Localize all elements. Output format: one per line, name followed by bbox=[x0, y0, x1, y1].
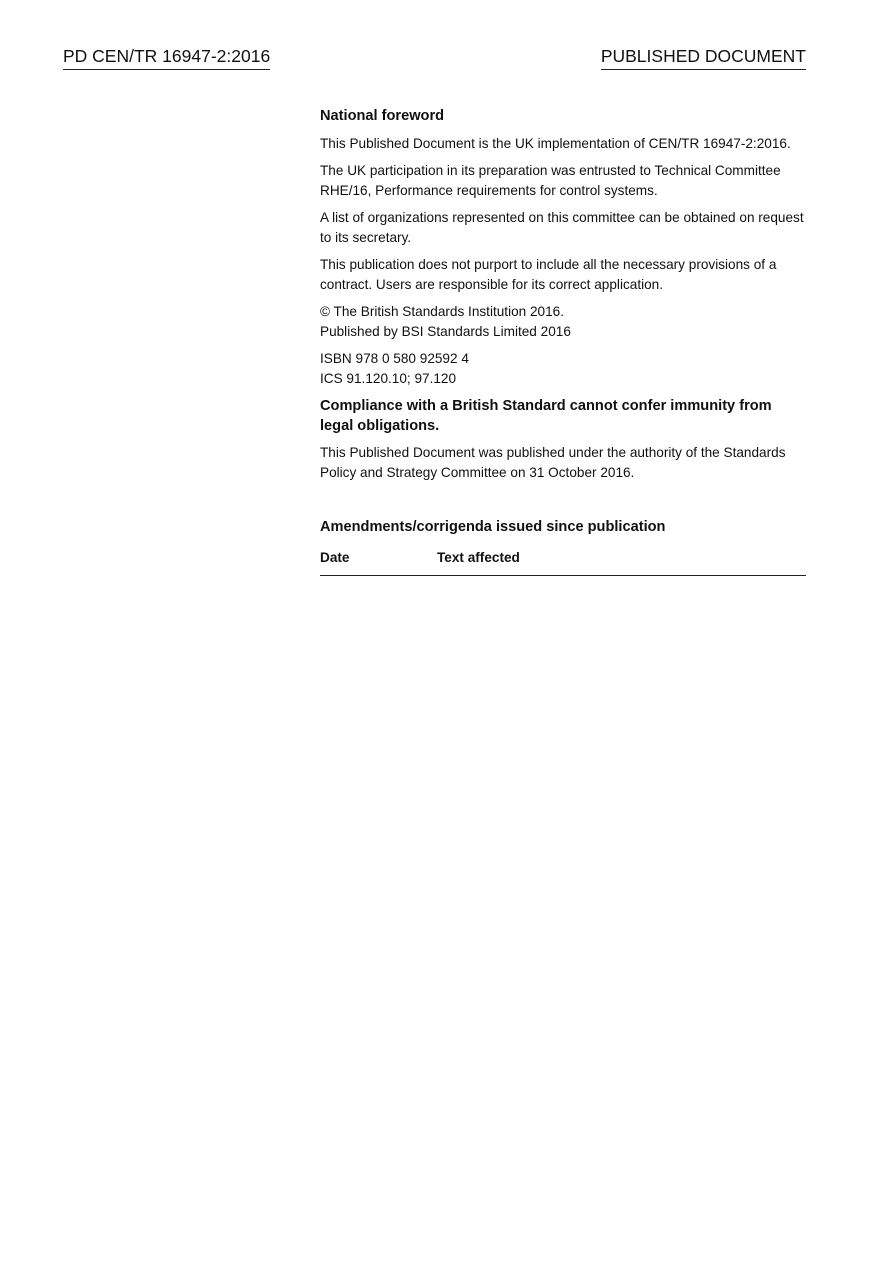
date-column-header: Date bbox=[320, 550, 350, 565]
authority-statement: This Published Document was published under the authority of the Standards Policy and Strategy Committee on 31 October 2016. bbox=[320, 445, 786, 480]
identifier-block bbox=[320, 349, 806, 389]
foreword-title: National foreword bbox=[320, 108, 445, 124]
isbn-line: ISBN 978 0 580 92592 4 bbox=[320, 351, 469, 366]
foreword-paragraph: This Published Document is the UK implementation of CEN/TR 16947-2:2016. bbox=[320, 136, 791, 151]
national-foreword-section bbox=[320, 106, 806, 576]
publisher-line: Published by BSI Standards Limited 2016 bbox=[320, 324, 571, 339]
amendments-table-header bbox=[320, 548, 806, 576]
foreword-paragraph: A list of organizations represented on this committee can be obtained on request to its secretary. bbox=[320, 210, 804, 245]
ics-line: ICS 91.120.10; 97.120 bbox=[320, 371, 457, 386]
copyright-line: © The British Standards Institution 2016. bbox=[320, 304, 565, 319]
amendments-title: Amendments/corrigenda issued since publication bbox=[320, 519, 666, 535]
document-type: PUBLISHED DOCUMENT bbox=[601, 46, 806, 70]
compliance-statement: Compliance with a British Standard cannot confer immunity from legal obligations. bbox=[320, 398, 772, 434]
foreword-paragraph: This publication does not purport to include all the necessary provisions of a contract. Users are responsible for its correct application. bbox=[320, 257, 777, 292]
document-id: PD CEN/TR 16947-2:2016 bbox=[63, 46, 270, 70]
text-affected-column-header: Text affected bbox=[437, 550, 520, 565]
copyright-block bbox=[320, 302, 806, 342]
foreword-paragraph: The UK participation in its preparation was entrusted to Technical Committee RHE/16, Performance requirements for control systems. bbox=[320, 163, 781, 198]
